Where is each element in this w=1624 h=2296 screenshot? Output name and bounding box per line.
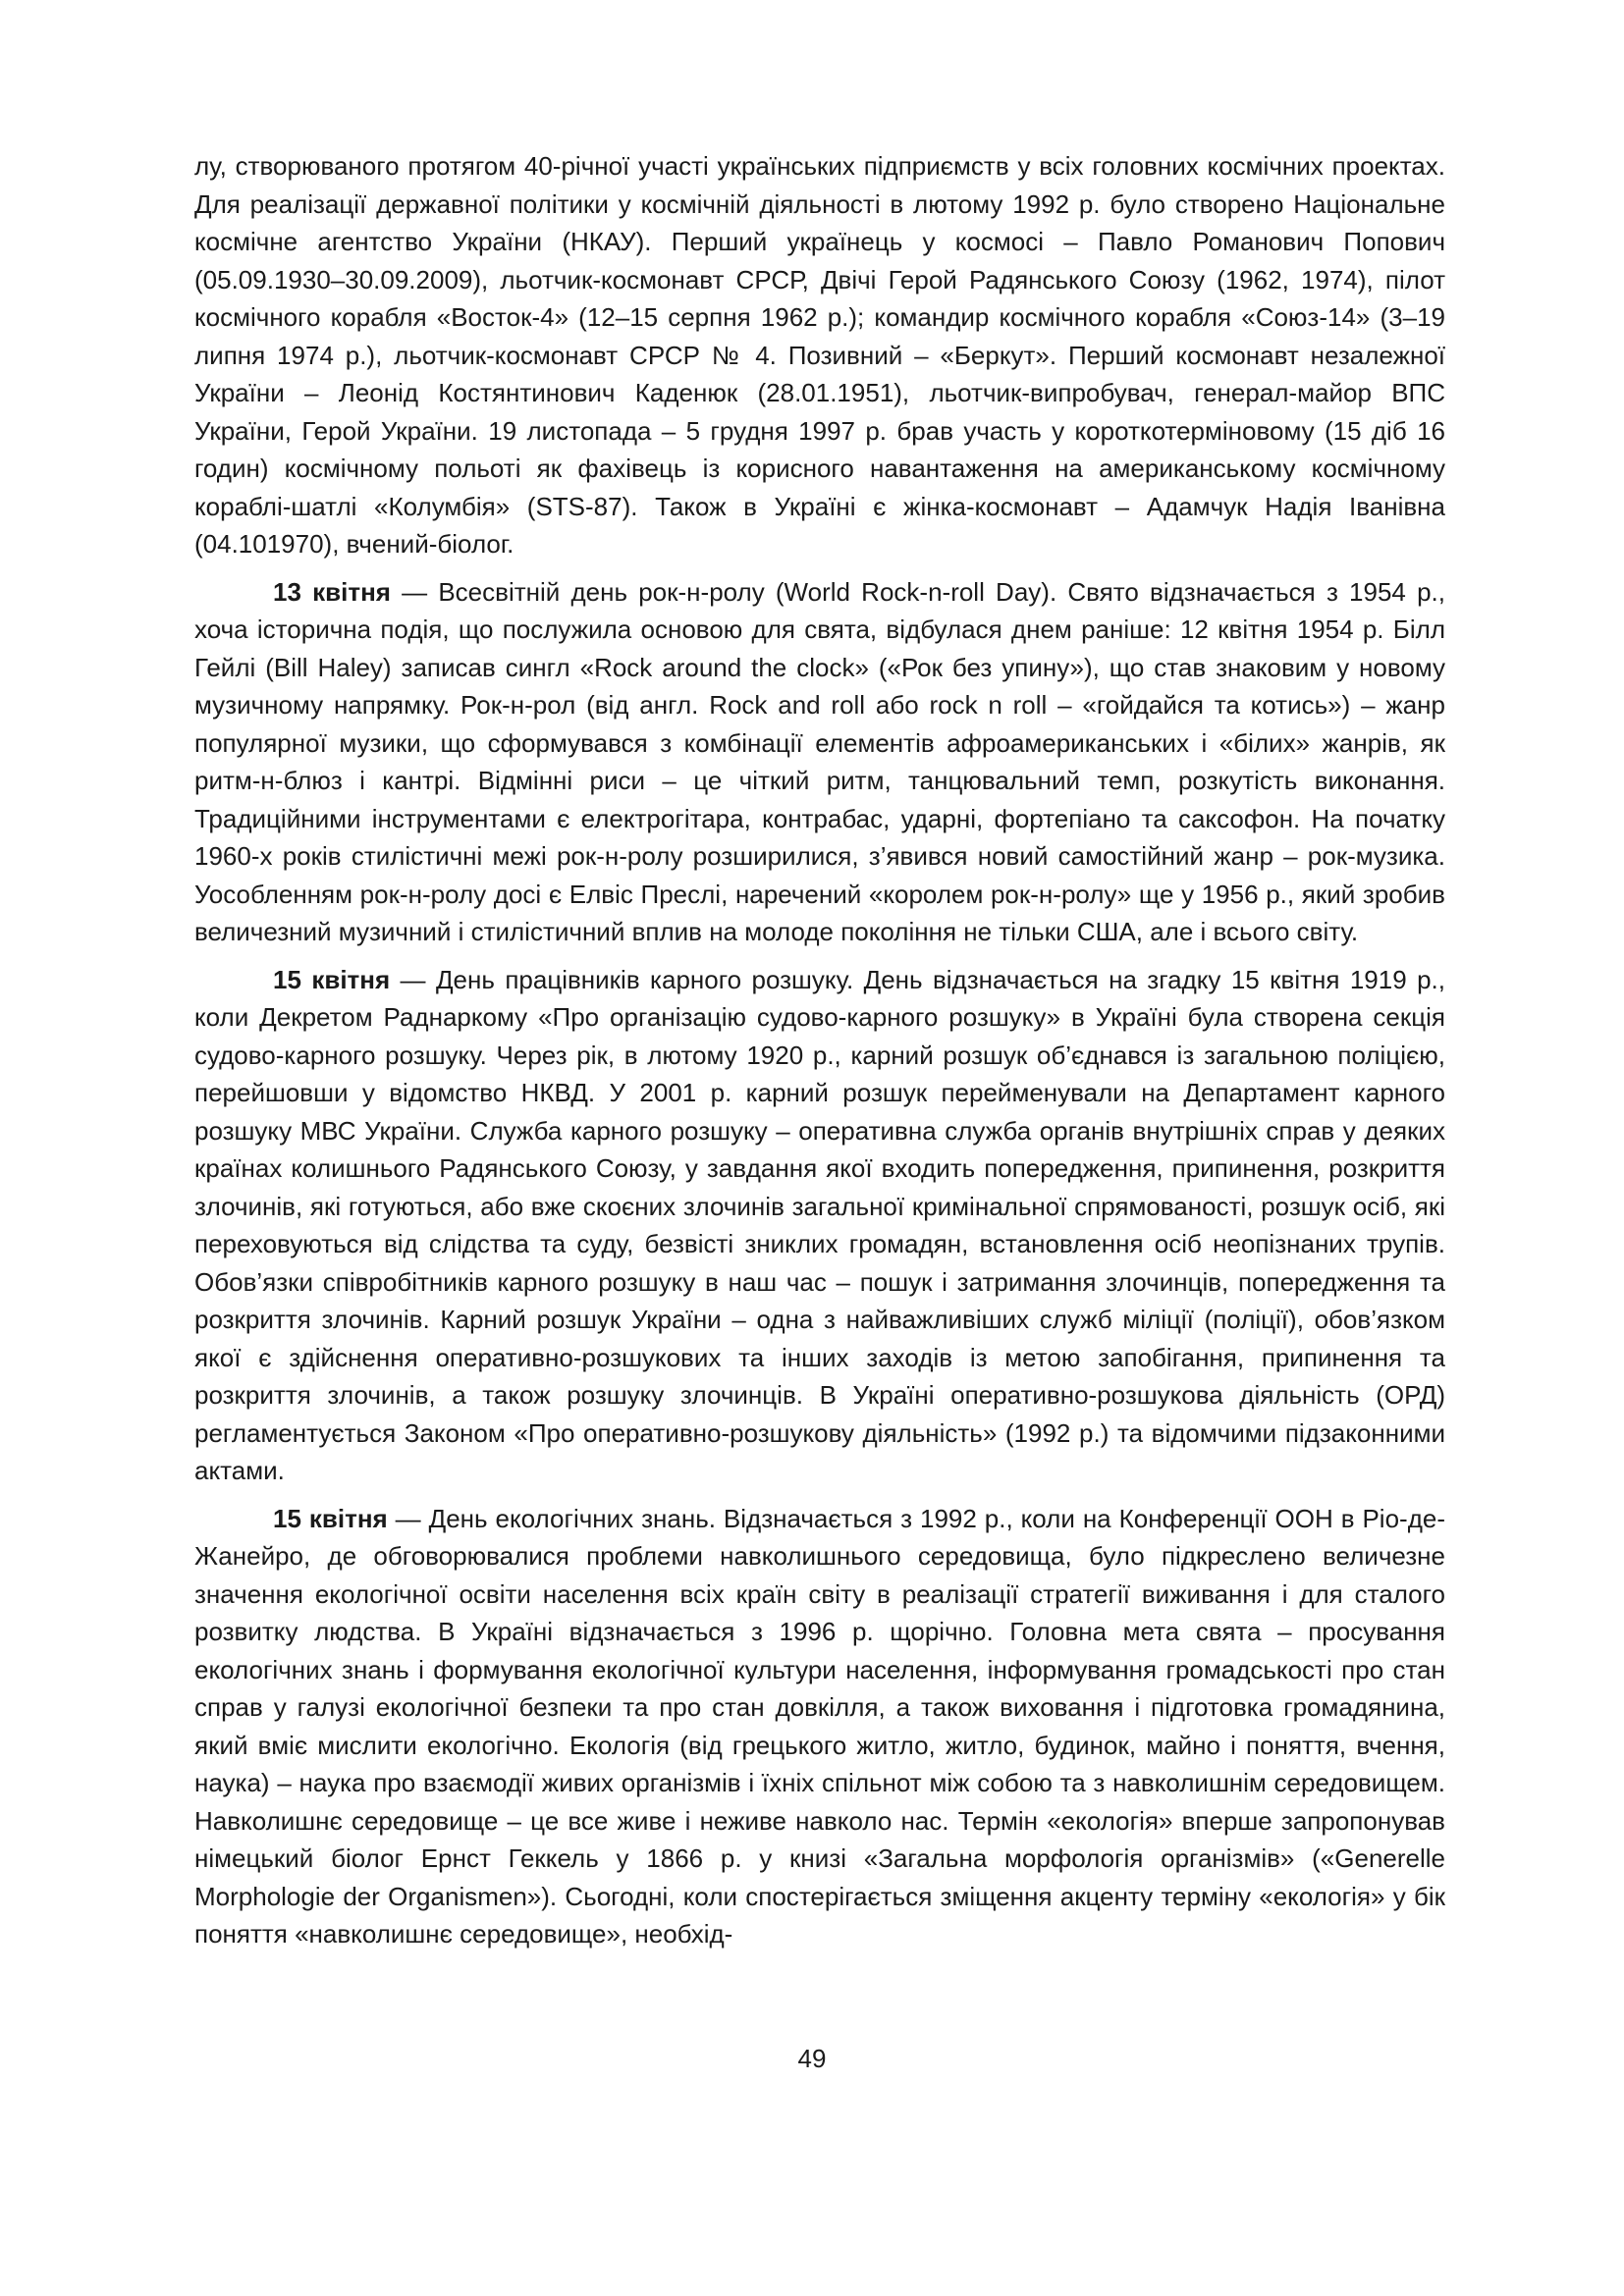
paragraph-criminal-investigation-day: [194, 961, 1445, 1490]
paragraph-ecological-knowledge-day: [194, 1500, 1445, 1953]
paragraph-date: 15 квітня: [273, 964, 391, 994]
paragraph-space-program: [194, 147, 1445, 563]
page-body: [194, 147, 1445, 1963]
paragraph-rock-n-roll-day: [194, 573, 1445, 951]
paragraph-date: 13 квітня: [273, 576, 391, 607]
paragraph-text: — День працівників карного розшуку. День відзначається на згадку 15 квітня 1919 р., коли Декретом Раднаркому «Про організацію судово-карного розшуку» в Україні була створена секція судово-карного розшуку. Через рік, в лютому 1920 р., карний розшук об’єднався із загальною поліцією, перейшовши у відомство НКВД. У 2001 р. карний розшук перейменували на Департамент карного розшуку МВС України. Служба карного розшуку – оперативна служба органів внутрішніх справ у деяких країнах колишнього Радянського Союзу, у завдання якої входить попередження, припинення, розкриття злочинів, які готуються, або вже скоєних злочинів загальної кримінальної спрямованості, розшук осіб, які переховуються від слідства та суду, безвісті зниклих громадян, встановлення осіб неопізнаних трупів. Обов’язки співробітників карного розшуку в наш час – пошук і затримання злочинців, попередження та розкриття злочинів. Карний розшук України – одна з найважливіших служб міліції (поліції), обов’язком якої є здійснення оперативно-розшукових та інших заходів із метою запобігання, припинення та розкриття злочинів, а також розшуку злочинців. В Україні оперативно-розшукова діяльність (ОРД) регламентується Законом «Про оперативно-розшукову діяльність» (1992 р.) та відомчими підзаконними актами.: [194, 964, 1445, 1485]
page-number: 49: [797, 2044, 827, 2073]
paragraph-date: 15 квітня: [273, 1503, 388, 1533]
paragraph-text: — Всесвітній день рок-н-ролу (World Rock-n-roll Day). Свято відзначається з 1954 р., хоча історична подія, що послужила основою для свята, відбулася днем раніше: 12 квітня 1954 р. Білл Гейлі (Bill Haley) записав сингл «Rock around the clock» («Рок без упину»), що став знаковим у новому музичному напрямку. Рок-н-рол (від англ. Rock and roll або rock n roll – «гойдайся та котись») – жанр популярної музики, що сформувався з комбінації елементів афроамериканських і «білих» жанрів, як ритм-н-блюз і кантрі. Відмінні риси – це чіткий ритм, танцювальний темп, розкутість виконання. Традиційними інструментами є електрогітара, контрабас, ударні, фортепіано та саксофон. На початку 1960-х років стилістичні межі рок-н-ролу розширилися, з’явився новий самостійний жанр – рок-музика. Уособленням рок-н-ролу досі є Елвіс Преслі, наречений «королем рок-н-ролу» ще у 1956 р., який зробив величезний музичний і стилістичний вплив на молоде покоління не тільки США, але і всього світу.: [194, 576, 1445, 946]
paragraph-text: лу, створюваного протягом 40-річної участі українських підприємств у всіх головних космічних проектах. Для реалізації державної політики у космічній діяльності в лютому 1992 р. було створено Національне космічне агентство України (НКАУ). Перший українець у космосі – Павло Романович Попович (05.09.1930–30.09.2009), льотчик-космонавт СРСР, Двічі Герой Радянського Союзу (1962, 1974), пілот космічного корабля «Восток-4» (12–15 серпня 1962 р.); командир космічного корабля «Союз-14» (3–19 липня 1974 р.), льотчик-космонавт СРСР № 4. Позивний – «Беркут». Перший космонавт незалежної України – Леонід Костянтинович Каденюк (28.01.1951), льотчик-випробувач, генерал-майор ВПС України, Герой України. 19 листопада – 5 грудня 1997 р. брав участь у короткотерміновому (15 діб 16 годин) космічному польоті як фахівець із корисного навантаження на американському космічному кораблі-шатлі «Колумбія» (STS-87). Також в Україні є жінка-космонавт – Адамчук Надія Іванівна (04.101970), вчений-біолог.: [194, 151, 1445, 559]
paragraph-text: — День екологічних знань. Відзначається з 1992 р., коли на Конференції ООН в Ріо-де-Жанейро, де обговорювалися проблеми навколишнього середовища, було підкреслено величезне значення екологічної освіти населення всіх країн світу в реалізації стратегії виживання і для сталого розвитку людства. В Україні відзначається з 1996 р. щорічно. Головна мета свята – просування екологічних знань і формування екологічної культури населення, інформування громадськості про стан справ у галузі екологічної безпеки та про стан довкілля, а також виховання і підготовка громадянина, який вміє мислити екологічно. Екологія (від грецького житло, житло, будинок, майно і поняття, вчення, наука) – наука про взаємодії живих організмів і їхніх спільнот між собою та з навколишнім середовищем. Навколишнє середовище – це все живе і неживе навколо нас. Термін «екологія» вперше запропонував німецький біолог Ернст Геккель у 1866 р. у книзі «Загальна морфологія організмів» («Generelle Morphologie der Organismen»). Сьогодні, коли спостерігається зміщення акценту терміну «екологія» у бік поняття «навколишнє середовище», необхід-: [194, 1503, 1445, 1949]
